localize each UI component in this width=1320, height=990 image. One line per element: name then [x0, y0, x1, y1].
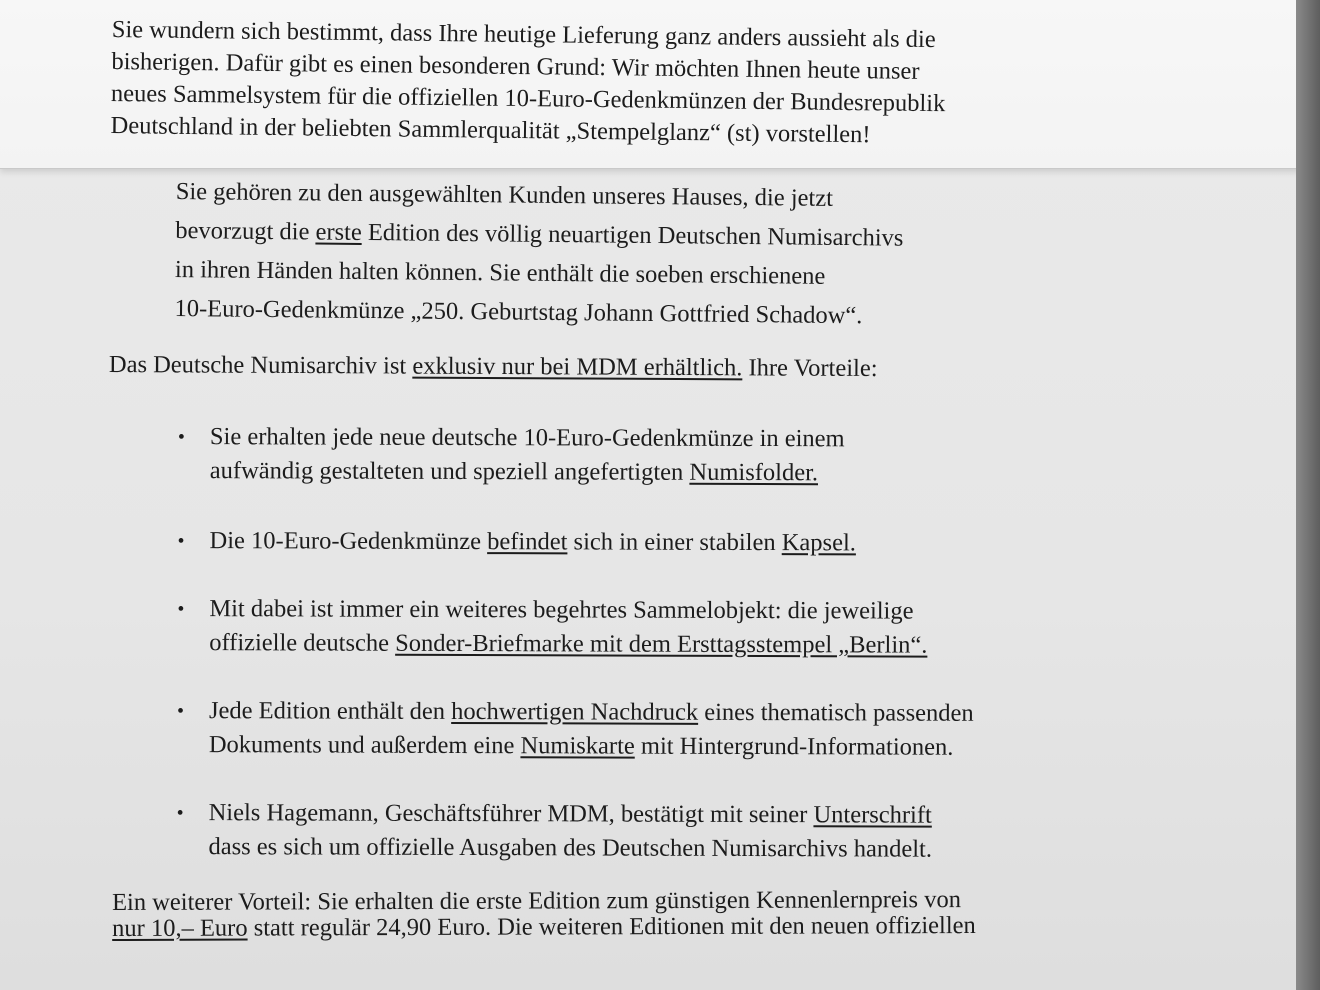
b3-line-1: Mit dabei ist immer ein weiteres begehrtes Sammelobjekt: die jeweilige [209, 595, 914, 625]
b1-line-2 [210, 454, 975, 491]
underlined-numiskarte: Numiskarte [520, 732, 635, 760]
advantage-item-briefmarke [175, 592, 974, 663]
bullet-icon: • [176, 700, 185, 723]
intro-line-4: Deutschland in der beliebten Sammlerqualität „Stempelglanz“ (st) vorstellen! [110, 111, 871, 149]
advantage-item-nachdruck [175, 694, 974, 765]
underlined-briefmarke: Sonder-Briefmarke mit dem Ersttagsstempel „Berlin“. [395, 629, 928, 659]
b4-line-2 [209, 728, 974, 765]
underlined-nachdruck: hochwertigen Nachdruck [451, 697, 699, 726]
b2-line [210, 524, 975, 561]
underlined-kapsel: Kapsel. [781, 529, 856, 557]
b5-line-2: dass es sich um offizielle Ausgaben des Deutschen Numisarchivs handelt. [208, 833, 933, 863]
advantage-item-numisfolder [176, 420, 975, 491]
closing-line-2 [112, 913, 976, 942]
intro-line-1: Sie wundern sich bestimmt, dass Ihre heutige Lieferung ganz anders aussieht als die [111, 15, 936, 54]
underlined-erste: erste [315, 218, 362, 246]
p3-line [109, 348, 878, 386]
b4-line-1-after: eines thematisch passenden [698, 698, 974, 727]
underlined-numisfolder: Numisfolder. [689, 458, 819, 487]
underlined-exclusive: exklusiv nur bei MDM erhältlich. [412, 352, 743, 382]
exclusive-paragraph [109, 348, 878, 386]
background-edge [1296, 0, 1320, 990]
b2-middle: sich in einer stabilen [567, 528, 782, 557]
p2-line-2-after: Edition des völlig neuartigen Deutschen Numisarchivs [361, 218, 904, 252]
b2-before: Die 10-Euro-Gedenkmünze [209, 527, 488, 556]
p2-line-4: 10-Euro-Gedenkmünze „250. Geburtstag Johann Gottfried Schadow“. [174, 294, 863, 330]
advantages-list [174, 420, 974, 867]
closing-paragraph [112, 887, 976, 942]
underlined-befindet: befindet [487, 528, 568, 556]
b4-line-2-after: mit Hintergrund-Informationen. [634, 732, 954, 761]
b4-line-1 [209, 694, 974, 731]
underlined-unterschrift: Unterschrift [813, 801, 932, 829]
bullet-icon: • [177, 426, 185, 449]
b5-line-1-before: Niels Hagemann, Geschäftsführer MDM, bestätigt mit seiner [208, 799, 814, 829]
b5-line-1 [209, 796, 974, 833]
underlined-price: nur 10,– Euro [112, 914, 248, 942]
bullet-icon: • [177, 598, 185, 621]
p2-line-3: in ihren Händen halten können. Sie enthält die soeben erschienene [174, 255, 826, 290]
bullet-icon: • [177, 530, 185, 553]
p3-after: Ihre Vorteile: [742, 354, 878, 383]
intro-paragraph [110, 14, 946, 152]
selected-customer-paragraph [174, 172, 904, 336]
b4-line-2-before: Dokuments und außerdem eine [208, 731, 521, 760]
advantage-item-kapsel [176, 524, 975, 561]
p2-line-1: Sie gehören zu den ausgewählten Kunden unseres Hauses, die jetzt [175, 177, 834, 212]
p3-before: Das Deutsche Numisarchiv ist [108, 350, 413, 380]
b3-line-2-before: offizielle deutsche [209, 629, 396, 657]
closing-line-1: Ein weiterer Vorteil: Sie erhalten die erste Edition zum günstigen Kennenlernpreis von [111, 886, 961, 916]
b1-line-2-before: aufwändig gestalteten und speziell angefertigten [209, 457, 690, 486]
b4-line-1-before: Jede Edition enthält den [208, 697, 452, 725]
closing-line-2-after: statt regulär 24,90 Euro. Die weiteren Editionen mit den neuen offiziellen [247, 911, 976, 942]
intro-line-2: bisherigen. Dafür gibt es einen besonderen Grund: Wir möchten Ihnen heute unser [111, 47, 920, 85]
advantage-item-unterschrift [174, 796, 973, 867]
p2-line-2-before: bevorzugt die [175, 216, 316, 246]
b3-line-2 [209, 626, 974, 663]
bullet-icon: • [176, 802, 184, 825]
intro-line-3: neues Sammelsystem für die offiziellen 10-Euro-Gedenkmünzen der Bundesrepublik [110, 79, 946, 118]
b1-line-1: Sie erhalten jede neue deutsche 10-Euro-Gedenkmünze in einem [209, 423, 845, 453]
